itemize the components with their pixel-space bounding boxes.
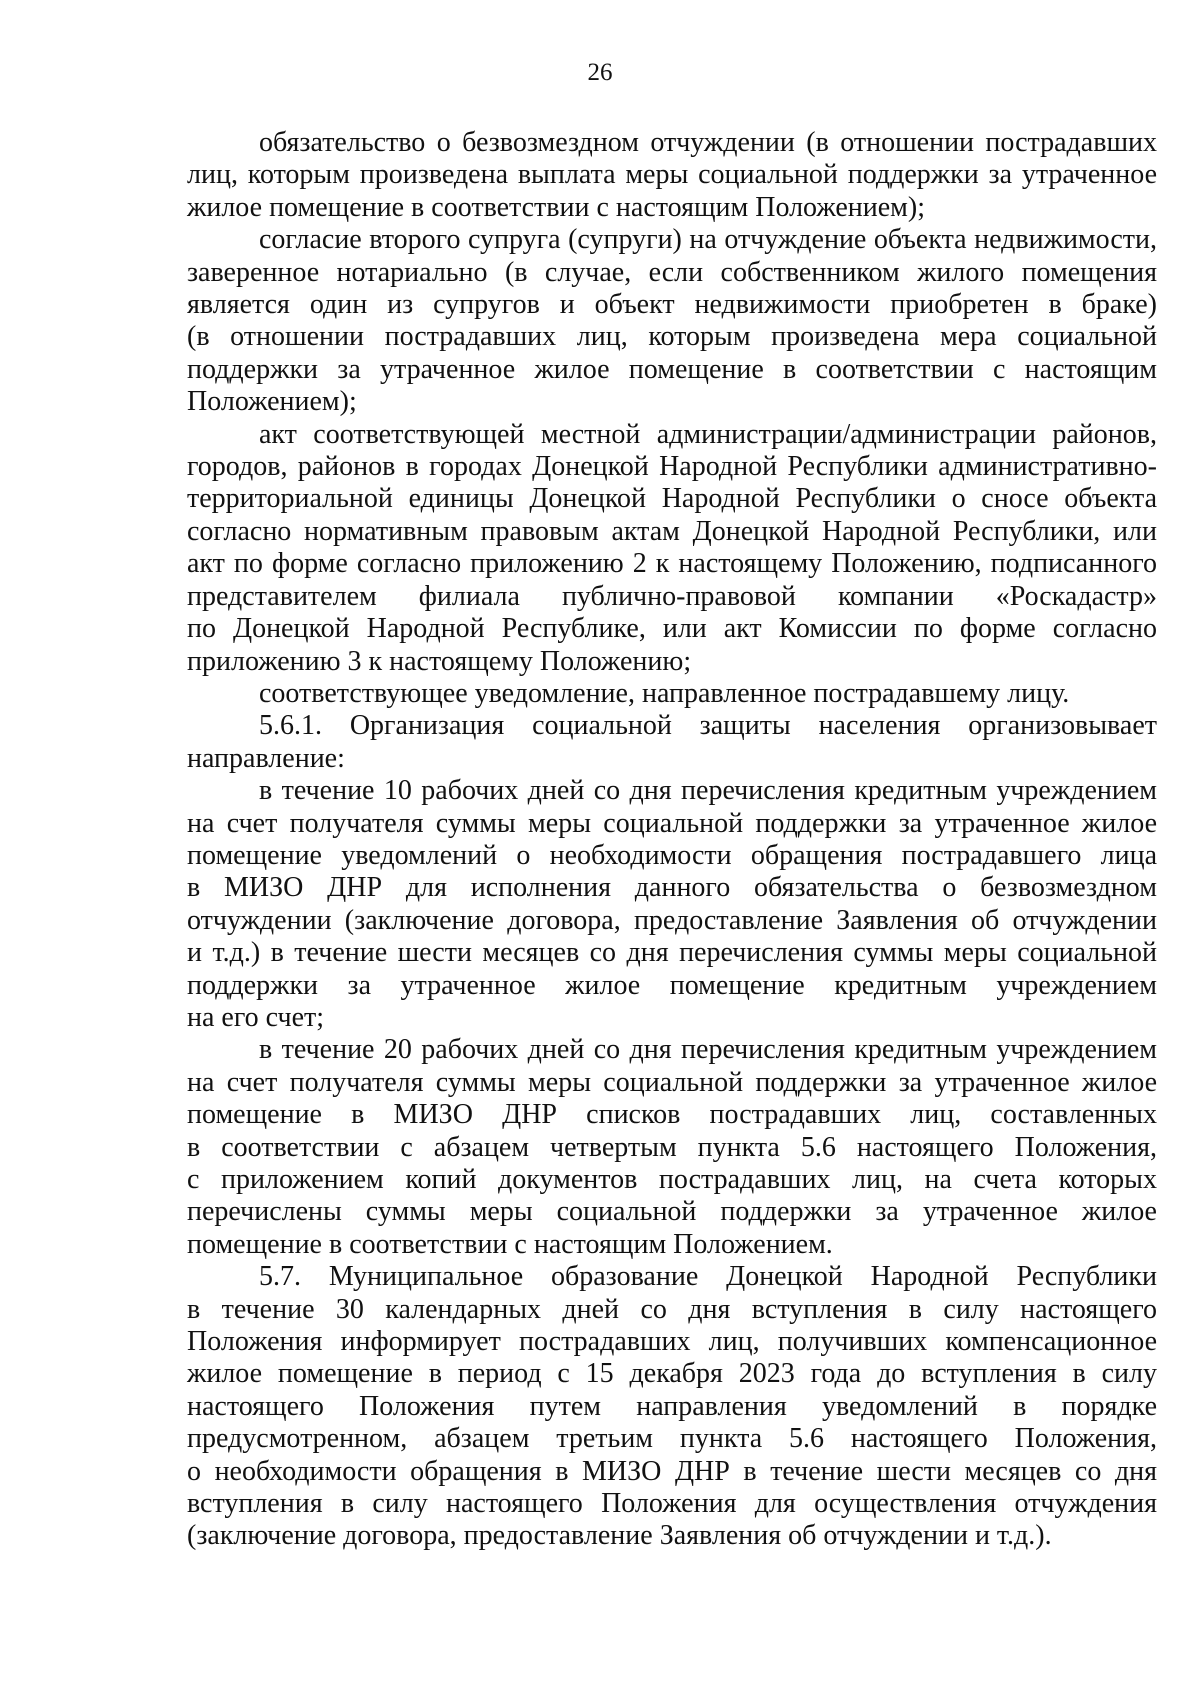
text-line: отчуждении (заключение договора, предоставление Заявления об отчуждении: [187, 904, 1157, 936]
text-line: согласно нормативным правовым актам Донецкой Народной Республики, или: [187, 515, 1157, 547]
text-line: акт соответствующей местной администрации/администрации районов,: [259, 418, 1157, 450]
text-line: перечислены суммы меры социальной поддержки за утраченное жилое: [187, 1196, 1157, 1228]
paragraph-spouse-consent: [187, 224, 1157, 418]
text-line: Положением);: [187, 386, 357, 418]
text-line: помещение уведомлений о необходимости обращения пострадавшего лица: [187, 839, 1157, 871]
text-line: помещение в соответствии с настоящим Положением.: [187, 1228, 833, 1260]
text-line: (в отношении пострадавших лиц, которым произведена мера социальной: [187, 321, 1157, 353]
text-line: поддержки за утраченное жилое помещение кредитным учреждением: [187, 969, 1157, 1001]
text-line: направление:: [187, 742, 345, 774]
text-line: соответствующее уведомление, направленное пострадавшему лицу.: [259, 677, 1070, 709]
document-body: [187, 127, 1157, 1553]
text-line: Положения информирует пострадавших лиц, получивших компенсационное: [187, 1326, 1157, 1358]
text-line: обязательство о безвозмездном отчуждении (в отношении пострадавших: [259, 127, 1157, 158]
text-line: в МИЗО ДНР для исполнения данного обязательства о безвозмездном: [187, 872, 1157, 904]
paragraph-demolition-act: [187, 419, 1157, 678]
paragraph-10-days: [187, 775, 1157, 1034]
text-line: предусмотренном, абзацем третьим пункта 5.6 настоящего Положения,: [187, 1423, 1157, 1455]
paragraph-20-days: [187, 1034, 1157, 1261]
text-line: вступления в силу настоящего Положения для осуществления отчуждения: [187, 1488, 1157, 1520]
text-line: в течение 30 календарных дней со дня вступления в силу настоящего: [187, 1293, 1157, 1325]
paragraph-notification: [187, 678, 1157, 710]
text-line: на его счет;: [187, 1001, 325, 1033]
text-line: и т.д.) в течение шести месяцев со дня перечисления суммы меры социальной: [187, 937, 1157, 969]
paragraph-obligation: [187, 127, 1157, 224]
text-line: акт по форме согласно приложению 2 к настоящему Положению, подписанного: [187, 548, 1157, 580]
text-line: территориальной единицы Донецкой Народной Республики о сносе объекта: [187, 483, 1157, 515]
text-line: поддержки за утраченное жилое помещение в соответствии с настоящим: [187, 353, 1157, 385]
paragraph-5-7: [187, 1261, 1157, 1553]
text-line: на счет получателя суммы меры социальной поддержки за утраченное жилое: [187, 1066, 1157, 1098]
text-line: заверенное нотариально (в случае, если собственником жилого помещения: [187, 256, 1157, 288]
text-line: представителем филиала публично-правовой компании «Роскадастр»: [187, 580, 1157, 612]
text-line: является один из супругов и объект недвижимости приобретен в браке): [187, 289, 1157, 321]
text-line: жилое помещение в соответствии с настоящим Положением);: [187, 191, 925, 223]
text-line: на счет получателя суммы меры социальной поддержки за утраченное жилое: [187, 807, 1157, 839]
text-line: жилое помещение в период с 15 декабря 2023 года до вступления в силу: [187, 1358, 1157, 1390]
text-line: (заключение договора, предоставление Заявления об отчуждении и т.д.).: [187, 1520, 1052, 1552]
text-line: помещение в МИЗО ДНР списков пострадавших лиц, составленных: [187, 1099, 1157, 1131]
text-line: по Донецкой Народной Республике, или акт Комиссии по форме согласно: [187, 613, 1157, 645]
text-line: настоящего Положения путем направления уведомлений в порядке: [187, 1390, 1157, 1422]
text-line: с приложением копий документов пострадавших лиц, на счета которых: [187, 1164, 1157, 1195]
text-line: в соответствии с абзацем четвертым пункта 5.6 настоящего Положения,: [187, 1131, 1157, 1163]
text-line: о необходимости обращения в МИЗО ДНР в течение шести месяцев со дня: [187, 1455, 1157, 1487]
page-number: 26: [587, 59, 613, 86]
text-line: в течение 20 рабочих дней со дня перечисления кредитным учреждением: [259, 1034, 1157, 1066]
text-line: в течение 10 рабочих дней со дня перечисления кредитным учреждением: [259, 775, 1157, 807]
text-line: 5.7. Муниципальное образование Донецкой Народной Республики: [259, 1261, 1157, 1293]
text-line: лиц, которым произведена выплата меры социальной поддержки за утраченное: [187, 159, 1157, 191]
paragraph-5-6-1: [187, 710, 1157, 775]
text-line: приложению 3 к настоящему Положению;: [187, 645, 692, 677]
text-line: 5.6.1. Организация социальной защиты населения организовывает: [259, 710, 1157, 742]
text-line: городов, районов в городах Донецкой Народной Республики административно-: [187, 451, 1157, 483]
text-line: согласие второго супруга (супруги) на отчуждение объекта недвижимости,: [259, 224, 1157, 256]
